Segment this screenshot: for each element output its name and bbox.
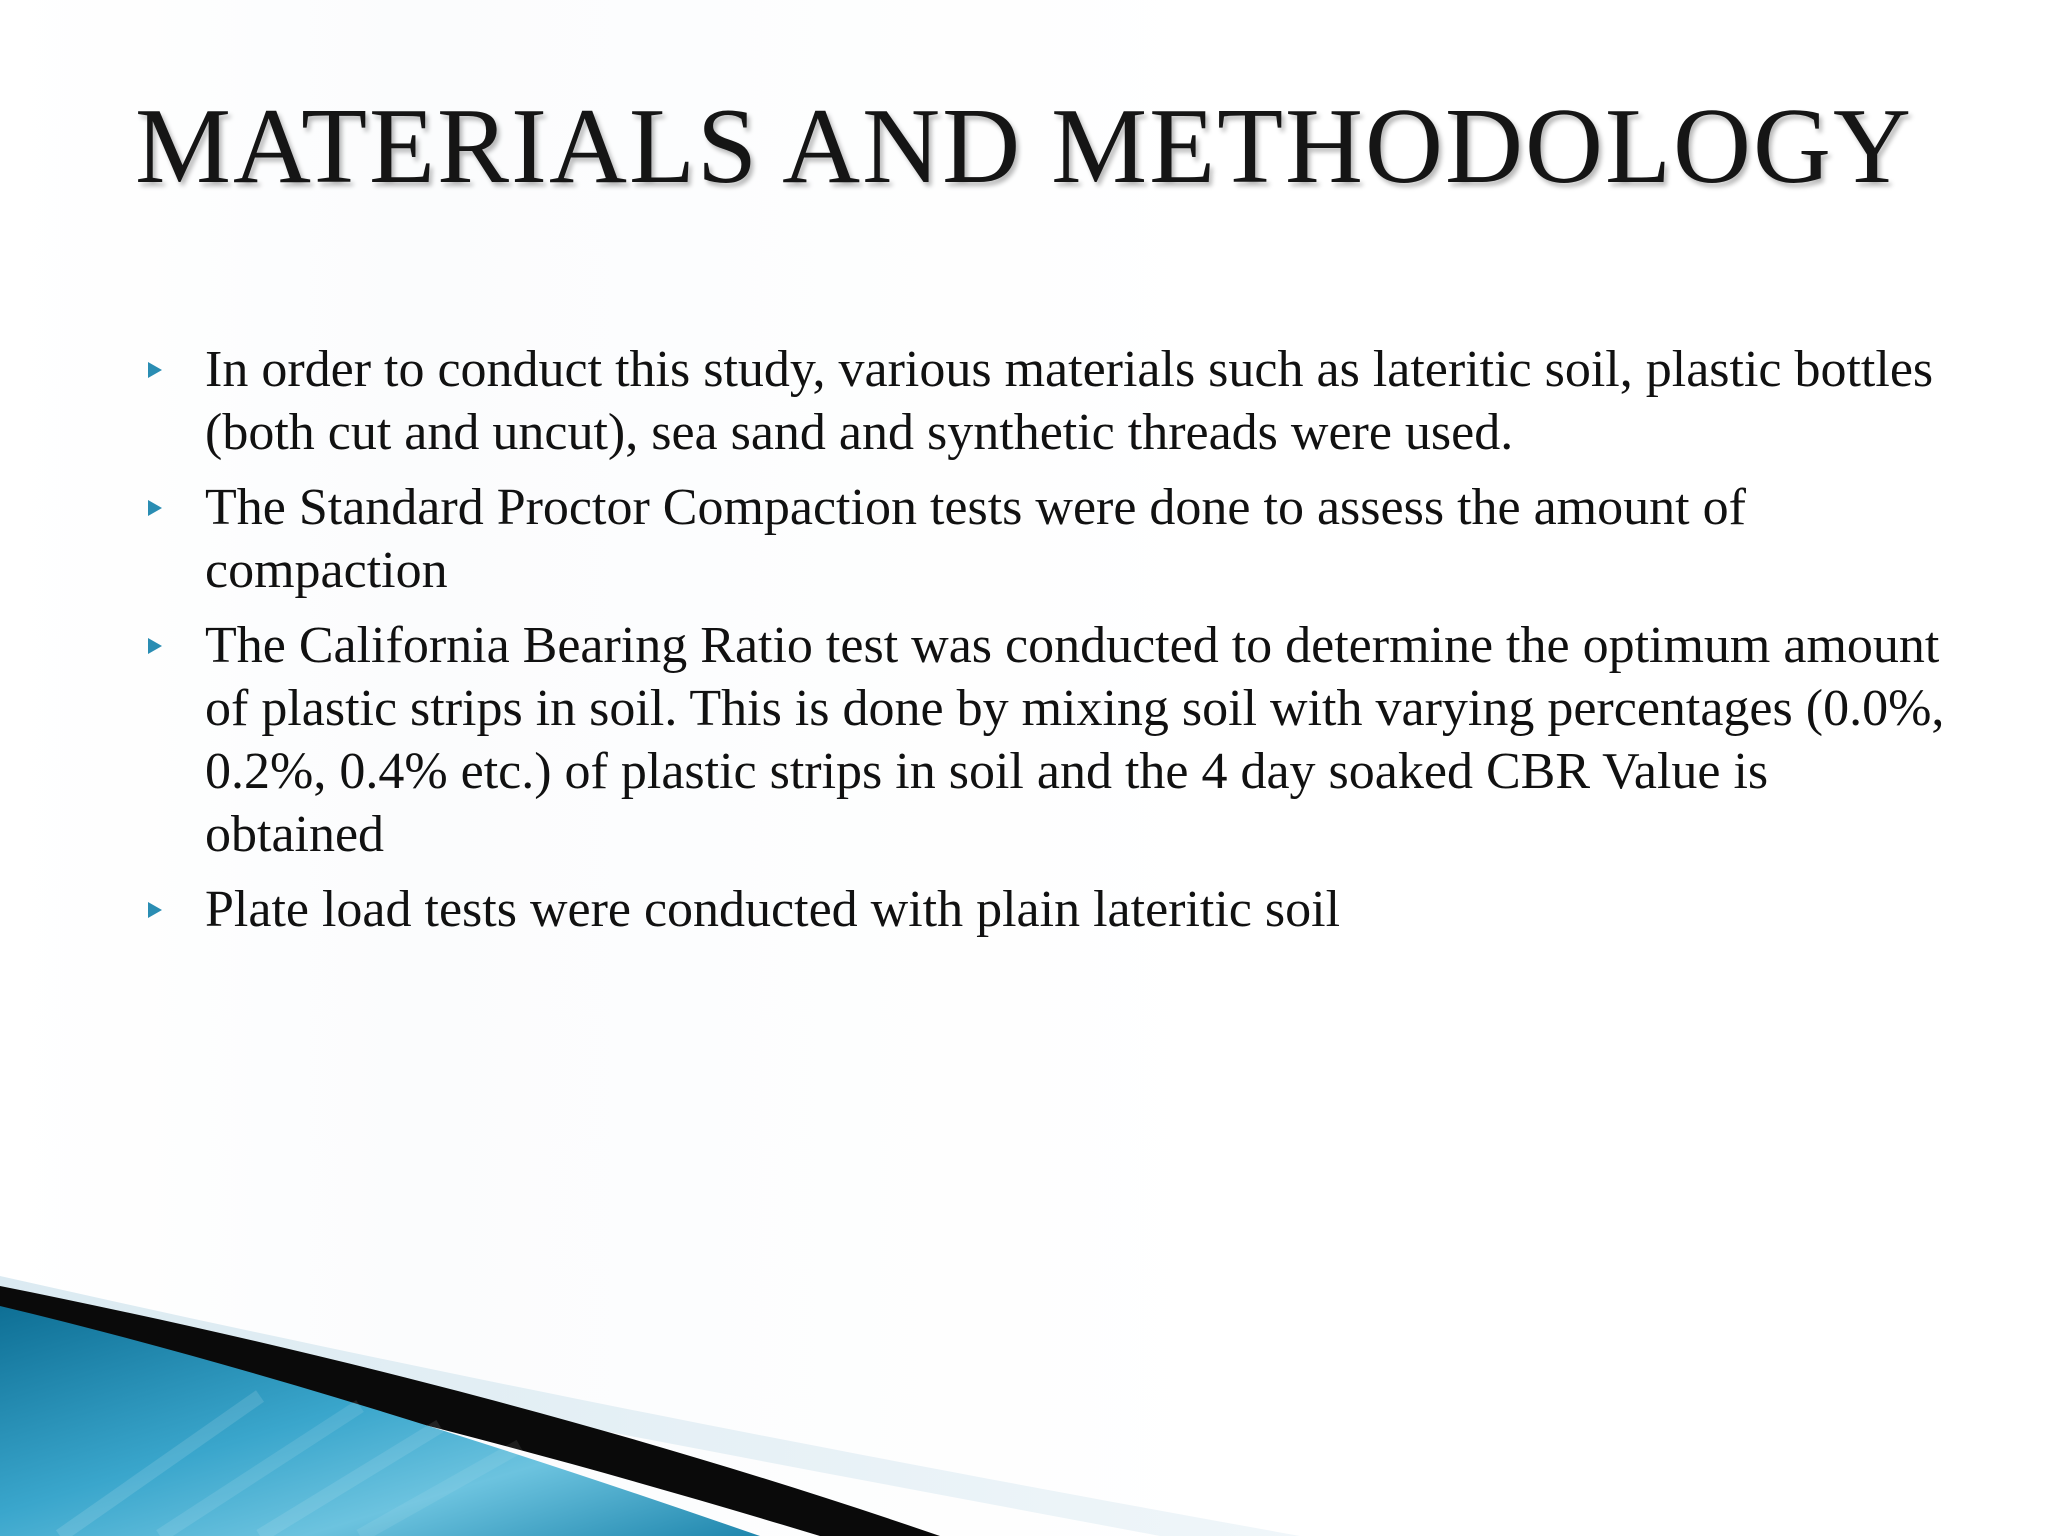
triangle-bullet-icon [148, 362, 162, 378]
bullet-item-materials [140, 338, 1960, 464]
bullet-text-plate-load: Plate load tests were conducted with plain lateritic soil [205, 881, 1341, 938]
slide-title: MATERIALS AND METHODOLOGY [135, 87, 1913, 206]
bullet-text-proctor: The Standard Proctor Compaction tests were done to assess the amount of compaction [205, 479, 1746, 599]
bullet-item-cbr [140, 614, 1960, 866]
bullet-item-proctor [140, 476, 1960, 602]
bullet-item-plate-load [140, 878, 1960, 941]
bullet-list [140, 338, 1960, 953]
bullet-text-cbr: The California Bearing Ratio test was conducted to determine the optimum amount of plastic strips in soil. This is done by mixing soil with varying percentages (0.0%, 0.2%, 0.4% etc.) of plastic strips in soil and the 4 day soaked CBR Value is obtained [205, 617, 1945, 863]
bullet-text-materials: In order to conduct this study, various materials such as lateritic soil, plastic bottles (both cut and uncut), sea sand and synthetic threads were used. [205, 341, 1934, 461]
triangle-bullet-icon [148, 638, 162, 654]
triangle-bullet-icon [148, 902, 162, 918]
triangle-bullet-icon [148, 500, 162, 516]
corner-swoosh-decoration [0, 1276, 1300, 1536]
